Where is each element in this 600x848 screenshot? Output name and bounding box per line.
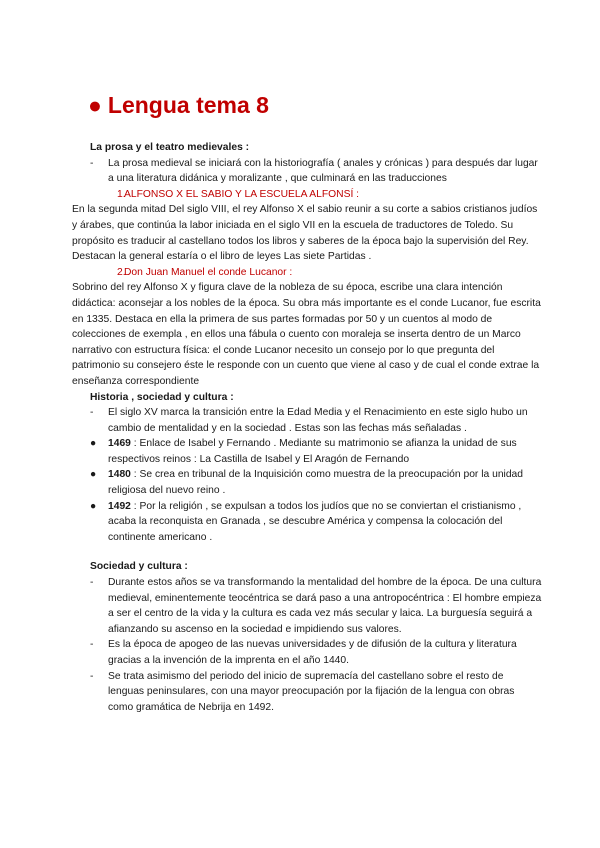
alfonso-paragraph: En la segunda mitad Del siglo VIII, el rey Alfonso X el sabio reunir a su corte a sabios cristianos judíos y árabes, que continúa la labor iniciada en el siglo VII en la escuela de traductores de Toledo. Su propósito es traducir al castellano todos los libros y saberes de la época bajo la supervisión del Rey. Destacan la general estaría o el libro de leyes Las siete Partidas . [72, 204, 538, 263]
list-item [72, 669, 542, 716]
bullet-marker: ● [90, 438, 97, 450]
sociedad-item-text: Se trata asimismo del periodo del inicio de supremacía del castellano sobre el resto de lenguas peninsulares, con una mayor preocupación por la fijación de la lengua con obras como gramática de Nebrija en 1492. [108, 670, 515, 713]
list-item [72, 637, 542, 668]
dash-marker: - [90, 157, 94, 169]
date-text: : Por la religión , se expulsan a todos los judíos que no se conviertan el cristianismo , acaba la reconquista en Granada , se descubre América y compensa la colocación del continente americano . [108, 500, 522, 543]
numbered-item-juan-manuel [72, 265, 542, 281]
juan-manuel-paragraph: Sobrino del rey Alfonso X y figura clave de la nobleza de su época, escribe una clara intención didáctica: aconsejar a los nobles de la época. Su obra más importante es el conde Lucanor, fue escrita en 1335. Destaca en ella la primera de sus partes formadas por 50 y un cuentos al modo de colecciones de exempla , en ellos una fábula o cuento con moraleja se inserta dentro de un Marco narrativo con estructura física: el conde Lucanor necesito un consejo por lo que pregunta del patrimonio su consejero éste le responde con un cuento que viene al caso y de cual el conde extrae la enseñanza correspondiente [72, 282, 541, 387]
sociedad-item-text: Es la época de apogeo de las nuevas universidades y de difusión de la cultura y literatura gracias a la invención de la imprenta en el año 1440. [108, 639, 517, 666]
item-title: ALFONSO X EL SABIO Y LA ESCUELA ALFONSÍ : [124, 188, 360, 200]
prosa-intro-text: La prosa medieval se iniciará con la historiografía ( anales y crónicas ) para después dar lugar a una literatura didánica y moralizante , que culminará en las traducciones [108, 157, 538, 185]
page-title [88, 92, 269, 119]
date-text: : Enlace de Isabel y Fernando . Mediante su matrimonio se afianza la unidad de sus respectivos reinos : La Castilla de Isabel y El Aragón de Fernando [108, 438, 517, 465]
item-title: Don Juan Manuel el conde Lucanor : [124, 266, 293, 278]
date-item [72, 499, 542, 546]
date-year: 1469 [108, 438, 131, 450]
dash-marker: - [90, 577, 94, 589]
item-number: 2. [117, 266, 126, 278]
numbered-item-alfonso [72, 187, 542, 203]
dash-marker: - [90, 670, 94, 682]
date-year: 1492 [108, 500, 131, 512]
dash-marker: - [90, 407, 94, 419]
list-item [72, 575, 542, 637]
bullet-marker: ● [90, 469, 97, 481]
date-year: 1480 [108, 469, 131, 481]
item-number: 1. [117, 188, 126, 200]
section-heading-historia: Historia , sociedad y cultura : [90, 391, 234, 403]
date-text: : Se crea en tribunal de la Inquisición como muestra de la preocupación por la unidad religiosa del nuevo reino . [108, 469, 524, 497]
title-bullet: ● [88, 92, 102, 118]
bullet-marker: ● [90, 500, 97, 512]
list-item [72, 156, 542, 187]
dash-marker: - [90, 639, 94, 651]
list-item [72, 405, 542, 436]
historia-intro-text: El siglo XV marca la transición entre la Edad Media y el Renacimiento en este siglo hubo un cambio de mentalidad y en la sociedad . Estas son las fechas más señaladas . [108, 407, 528, 434]
document-body [72, 140, 542, 715]
section-heading-prosa: La prosa y el teatro medievales : [90, 142, 250, 153]
section-heading-sociedad: Sociedad y cultura : [90, 561, 188, 573]
date-item [72, 467, 542, 498]
sociedad-item-text: Durante estos años se va transformando la mentalidad del hombre de la época. De una cultura medieval, eminentemente teocéntrica se dará paso a una antropocéntrica : El hombre empieza a ser el centro de la vida y la cultura es cada vez más secular y laica. La burguesía seguirá a afianzando su ascenso en la sociedad e impidiendo sus valores. [108, 577, 542, 635]
title-text: Lengua tema 8 [107, 92, 269, 118]
spacer [72, 545, 542, 559]
date-item [72, 436, 542, 467]
